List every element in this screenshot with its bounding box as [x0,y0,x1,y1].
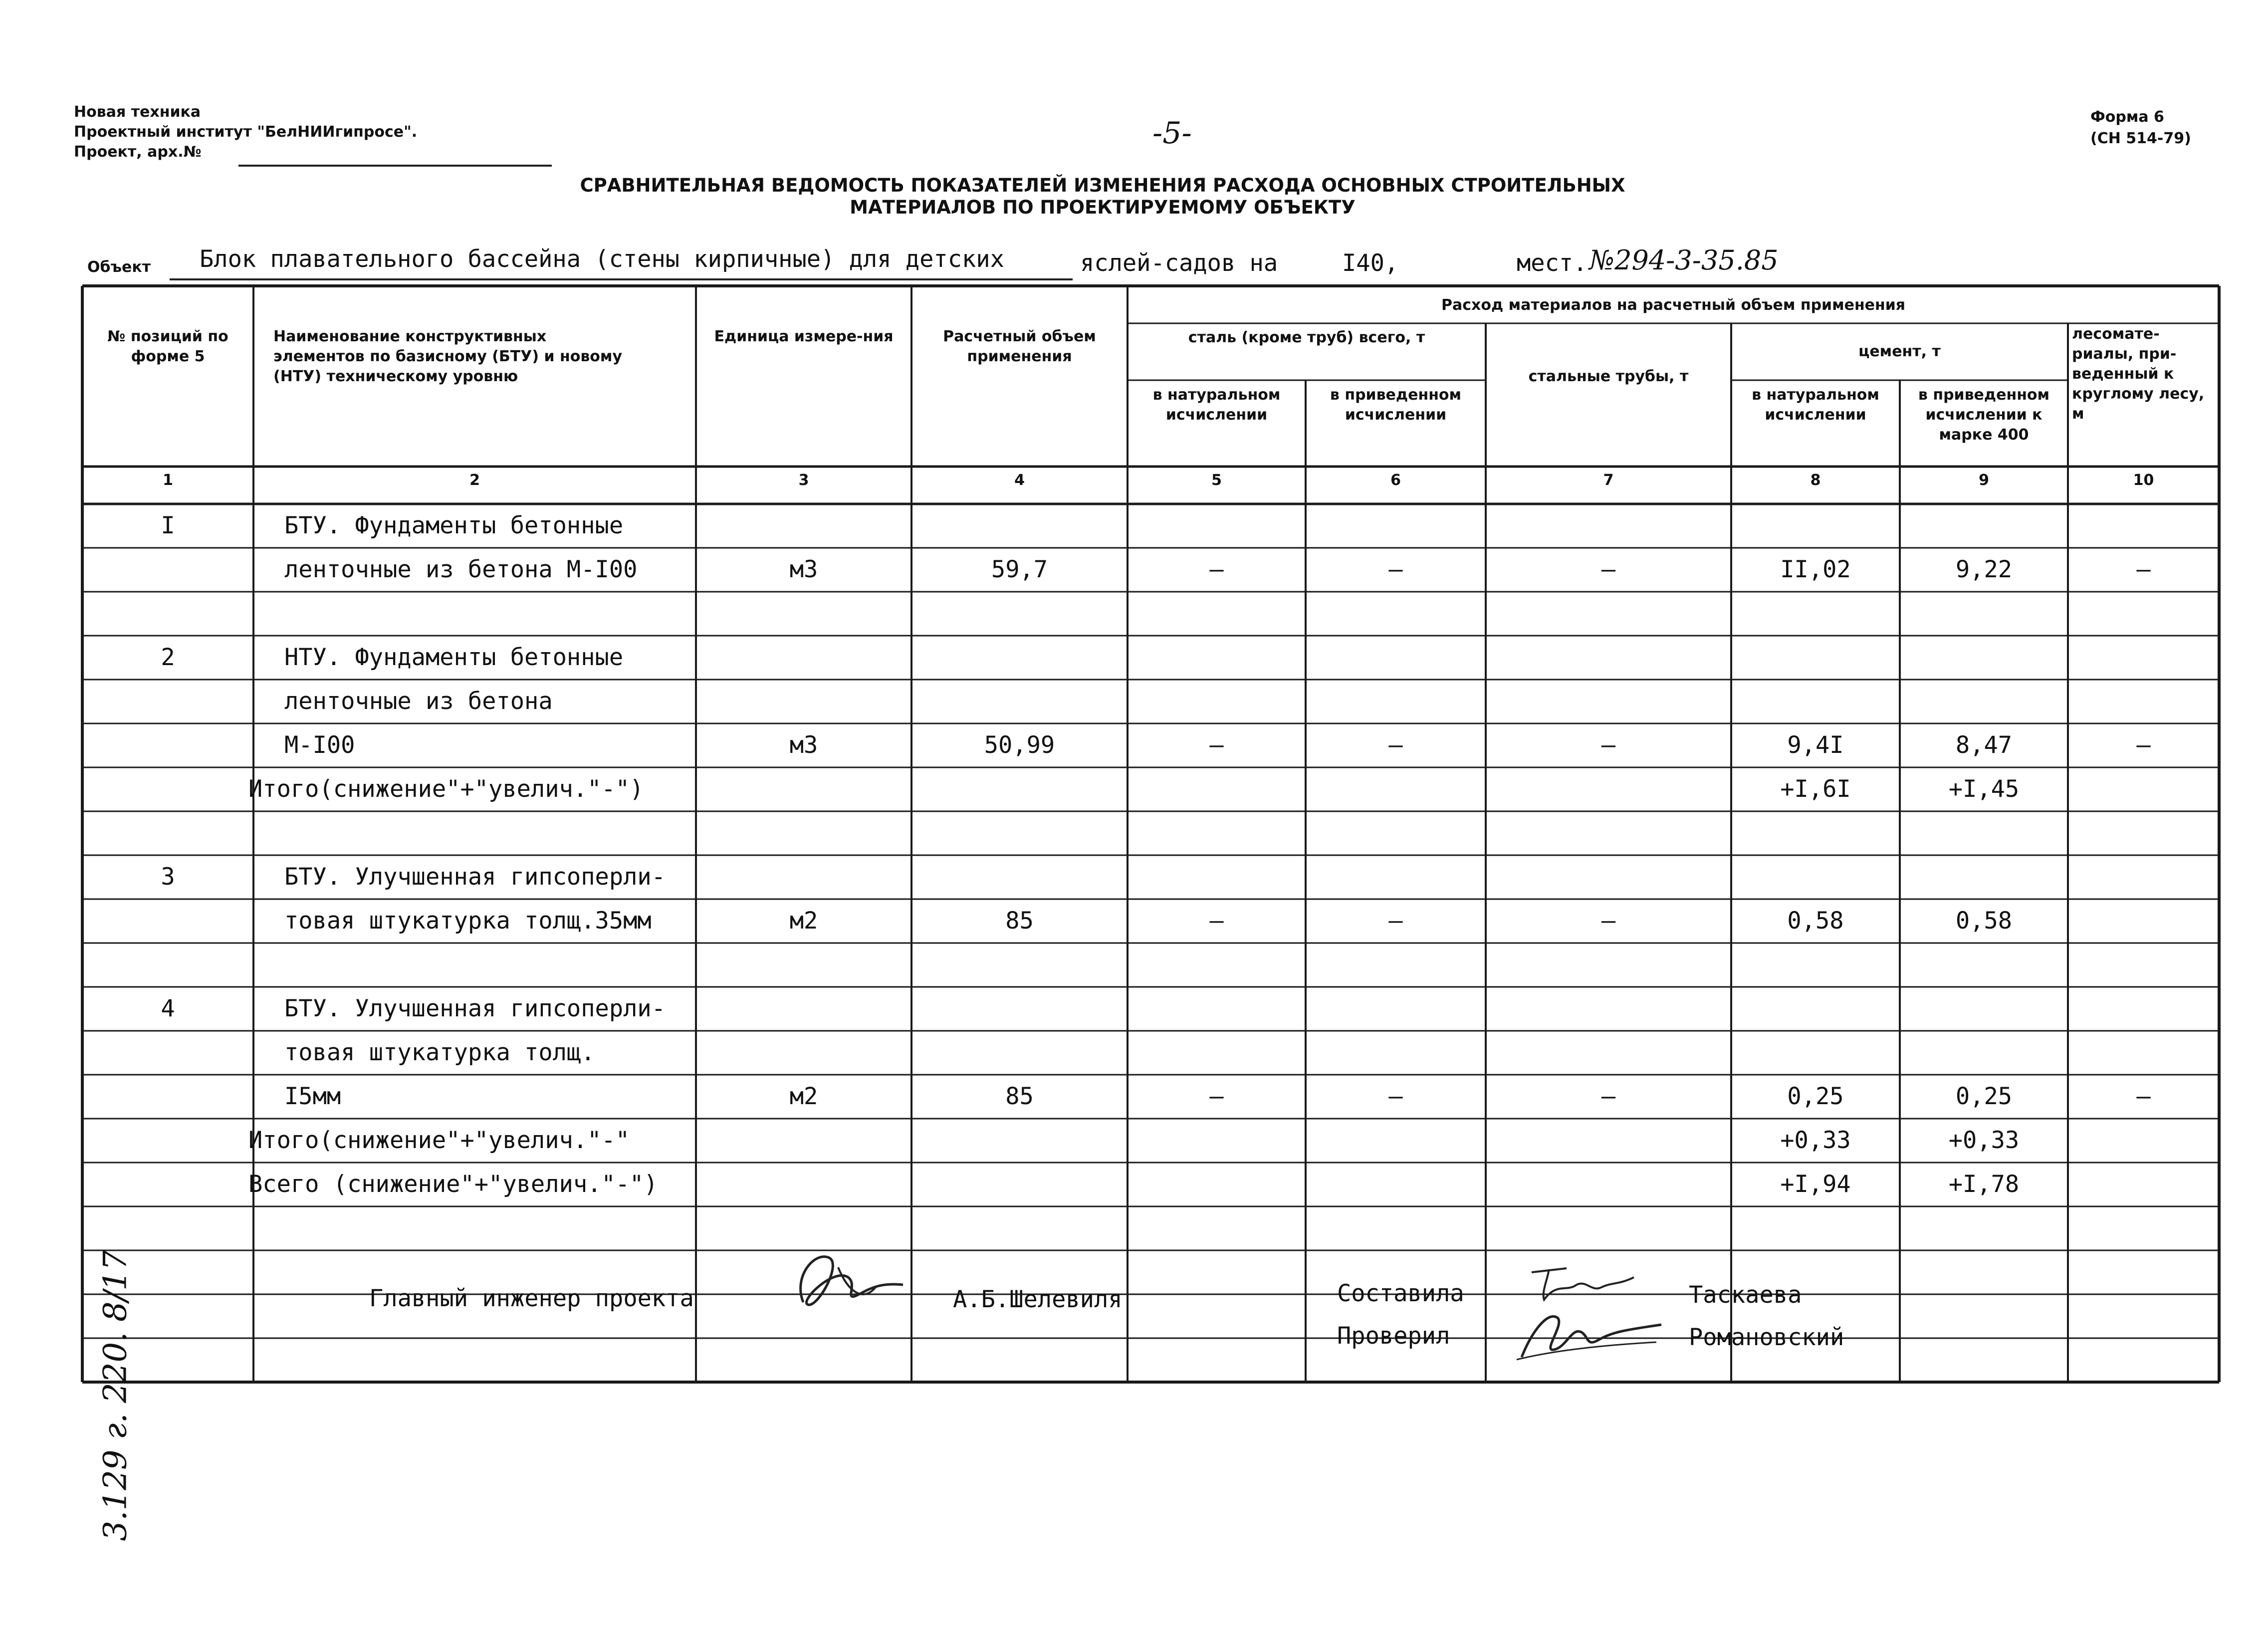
cell-cement-reduced: 0,58 [1955,907,2013,935]
project-number: №294-3-35.85 [1589,244,1779,276]
checked-label: Проверил [1337,1322,1450,1350]
column-number-7: 7 [1603,471,1614,489]
cell-element-name: Итого(снижение"+"увелич."-" [248,1127,630,1154]
header-steel-natural: в натуральном исчислении [1152,386,1281,424]
cell-volume: 85 [1005,1083,1034,1110]
cell-cement-reduced: +I,45 [1948,775,2020,803]
cell-element-name: товая штукатурка толщ. [284,1039,595,1066]
cell-cement-reduced: +0,33 [1948,1127,2020,1154]
cell-cement-reduced: 8,47 [1955,731,2013,759]
chief-engineer-title: Главный инженер проекта [369,1285,694,1312]
cell-unit: м2 [789,1083,818,1110]
column-number-5: 5 [1211,471,1222,489]
object-label: Объект [87,258,151,276]
header-cement-natural: в натуральном исчислении [1752,386,1879,424]
cell-element-name: БТУ. Улучшенная гипсоперли- [284,863,666,891]
compiled-signature [1527,1262,1641,1307]
cell-cement-natural: +0,33 [1780,1127,1851,1154]
cell-position: 3 [161,863,175,891]
cell-cement-natural: 9,4I [1787,731,1844,759]
compiled-label: Составила [1337,1280,1464,1307]
cell-position: 2 [161,644,175,671]
form-norm: (СН 514-79) [2090,130,2191,147]
cell-steel-reduced: – [1388,1083,1403,1110]
cell-element-name: БТУ. Фундаменты бетонные [284,512,624,539]
header-material-group: Расход материалов на расчетный объем применения [1441,296,1906,314]
column-number-3: 3 [798,471,809,489]
cell-cement-reduced: 9,22 [1955,556,2013,583]
cell-steel-pipes: – [1601,907,1616,935]
cell-cement-natural: 0,58 [1787,907,1844,935]
form-label: Форма 6 [2090,108,2164,126]
cell-timber: – [2136,1083,2151,1110]
cell-steel-pipes: – [1601,731,1616,759]
cell-steel-pipes: – [1601,556,1616,583]
cell-cement-natural: +I,6I [1780,775,1851,803]
cell-timber: – [2136,556,2151,583]
cell-element-name: М-I00 [284,731,355,759]
column-number-8: 8 [1810,471,1821,489]
margin-note: 3.129 г. 220. 8/17 [97,1250,134,1541]
header-cement: цемент, т [1858,343,1941,360]
object-name-continued: яслей-садов на [1080,249,1278,277]
cell-steel-reduced: – [1388,556,1403,583]
column-number-10: 10 [2133,471,2154,489]
cell-steel-natural: – [1209,556,1224,583]
column-number-9: 9 [1979,471,1989,489]
cell-element-name: Итого(снижение"+"увелич."-") [248,775,644,803]
page-number: -5- [1152,116,1192,151]
org-line-1: Новая техника [74,103,201,121]
checked-signature [1512,1302,1671,1367]
cell-element-name: ленточные из бетона [284,688,553,715]
column-number-4: 4 [1014,471,1025,489]
cell-volume: 85 [1005,907,1034,935]
cell-element-name: Всего (снижение"+"увелич."-") [248,1171,658,1198]
header-cement-reduced: в приведенном исчислении к марке 400 [1918,386,2050,444]
cell-cement-natural: II,02 [1780,556,1851,583]
header-steel-pipes: стальные трубы, т [1528,368,1689,385]
cell-element-name: товая штукатурка толщ.35мм [284,907,652,935]
cell-element-name: НТУ. Фундаменты бетонные [284,644,624,671]
header-steel-total: сталь (кроме труб) всего, т [1188,329,1425,346]
header-timber: лесомате-риалы, при-веденный к круглому лесу, м [2072,325,2205,423]
places-label: мест. [1517,249,1588,277]
chief-engineer-name: А.Б.Шелевиля [953,1286,1123,1313]
cell-steel-reduced: – [1388,907,1403,935]
column-number-1: 1 [163,471,173,489]
cell-cement-natural: +I,94 [1780,1171,1851,1198]
places-count: I40, [1342,249,1399,277]
cell-unit: м3 [789,731,818,759]
cell-unit: м3 [789,556,818,583]
cell-element-name: I5мм [284,1083,341,1110]
checked-name: Романовский [1689,1324,1844,1351]
cell-volume: 59,7 [991,556,1048,583]
header-element-name: Наименование конструктивных элементов по базисному (БТУ) и новому (НТУ) техническому уровню [273,328,622,385]
chief-engineer-signature [783,1247,913,1322]
org-line-2: Проектный институт "БелНИИгипросе". [74,123,418,141]
column-number-6: 6 [1390,471,1401,489]
header-position: № позиций по форме 5 [107,328,228,365]
header-steel-reduced: в приведенном исчислении [1330,386,1462,424]
document-title-line-2: МАТЕРИАЛОВ ПО ПРОЕКТИРУЕМОМУ ОБЪЕКТУ [850,197,1356,218]
cell-cement-natural: 0,25 [1787,1083,1844,1110]
org-line-3: Проект, арх.№ [74,143,202,161]
cell-steel-natural: – [1209,1083,1224,1110]
header-unit: Единица измере-ния [714,328,894,345]
compiled-name: Таскаева [1689,1281,1802,1309]
cell-timber: – [2136,731,2151,759]
column-number-2: 2 [469,471,480,489]
cell-unit: м2 [789,907,818,935]
cell-steel-natural: – [1209,731,1224,759]
document-title-line-1: СРАВНИТЕЛЬНАЯ ВЕДОМОСТЬ ПОКАЗАТЕЛЕЙ ИЗМЕНЕНИЯ РАСХОДА ОСНОВНЫХ СТРОИТЕЛЬНЫХ [580,175,1625,196]
cell-cement-reduced: +I,78 [1948,1171,2020,1198]
cell-position: I [161,512,175,539]
cell-element-name: БТУ. Улучшенная гипсоперли- [284,995,666,1022]
object-name: Блок плавательного бассейна (стены кирпичные) для детских [200,245,1004,273]
cell-steel-pipes: – [1601,1083,1616,1110]
cell-steel-reduced: – [1388,731,1403,759]
header-volume: Расчетный объем применения [943,328,1096,365]
cell-element-name: ленточные из бетона М-I00 [284,556,638,583]
cell-steel-natural: – [1209,907,1224,935]
cell-cement-reduced: 0,25 [1955,1083,2013,1110]
cell-position: 4 [161,995,175,1022]
cell-volume: 50,99 [984,731,1055,759]
